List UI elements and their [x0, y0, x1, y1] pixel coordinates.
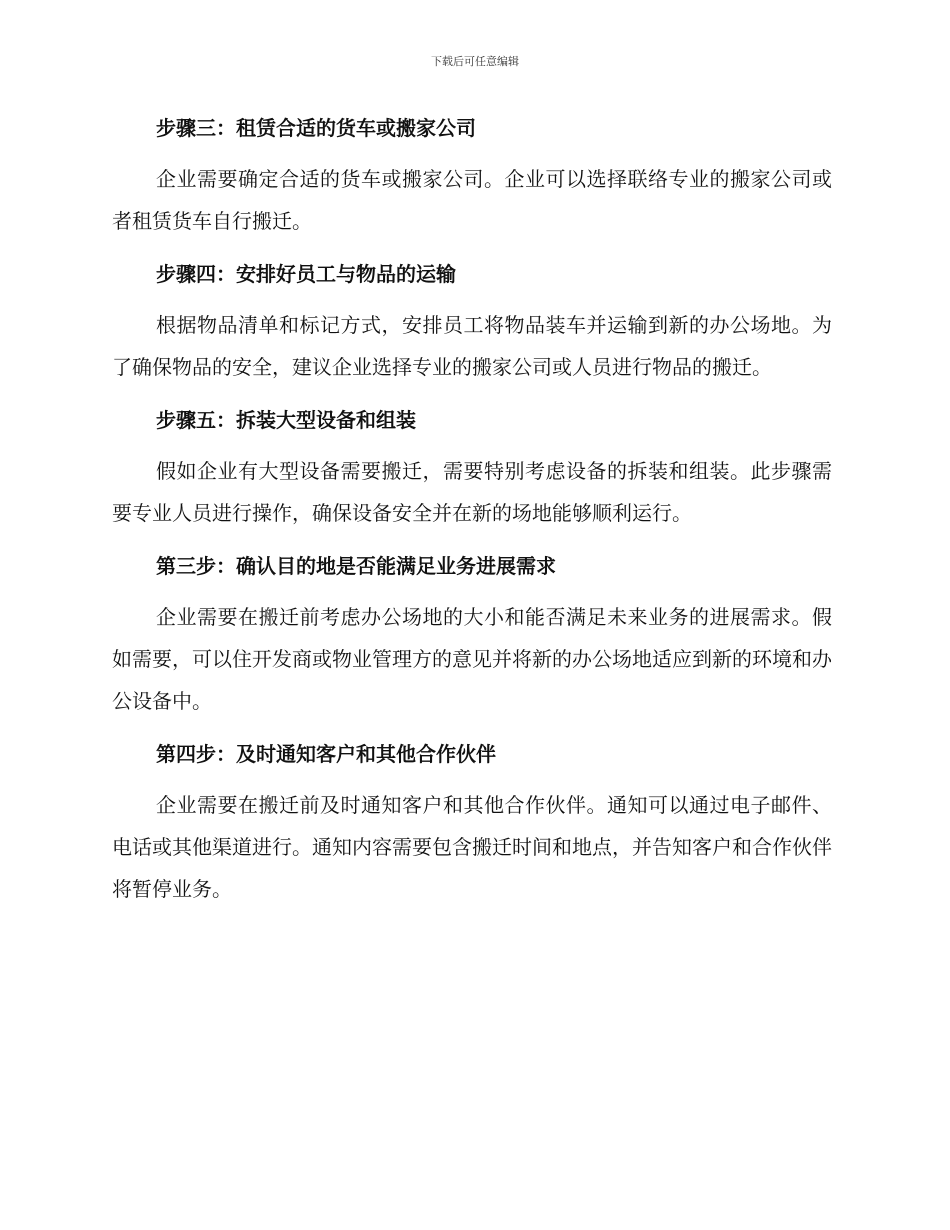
section-heading-step-3: 步骤三：租赁合适的货车或搬家公司 — [156, 116, 476, 140]
section-heading-fourth-step: 第四步：及时通知客户和其他合作伙伴 — [156, 742, 496, 766]
section-body-step-5: 假如企业有大型设备需要搬迁，需要特别考虑设备的拆装和组装。此步骤需要专业人员进行操作，确保设备安全并在新的场地能够顺利运行。 — [112, 459, 832, 525]
section-body-third-step: 企业需要在搬迁前考虑办公场地的大小和能否满足未来业务的进展需求。假如需要，可以住开发商或物业管理方的意见并将新的办公场地适应到新的环境和办公设备中。 — [112, 605, 832, 713]
section-body-step-3: 企业需要确定合适的货车或搬家公司。企业可以选择联络专业的搬家公司或者租赁货车自行搬迁。 — [112, 167, 832, 233]
document-body — [112, 108, 832, 910]
page-header: 下载后可任意编辑 — [431, 55, 519, 68]
section-heading-third-step: 第三步：确认目的地是否能满足业务进展需求 — [156, 554, 556, 578]
section-heading-step-5: 步骤五：拆装大型设备和组装 — [156, 408, 416, 432]
section-body-step-4: 根据物品清单和标记方式，安排员工将物品装车并运输到新的办公场地。为了确保物品的安全，建议企业选择专业的搬家公司或人员进行物品的搬迁。 — [112, 313, 832, 379]
section-heading-step-4: 步骤四：安排好员工与物品的运输 — [156, 262, 456, 286]
section-body-fourth-step: 企业需要在搬迁前及时通知客户和其他合作伙伴。通知可以通过电子邮件、电话或其他渠道进行。通知内容需要包含搬迁时间和地点，并告知客户和合作伙伴将暂停业务。 — [112, 793, 832, 901]
